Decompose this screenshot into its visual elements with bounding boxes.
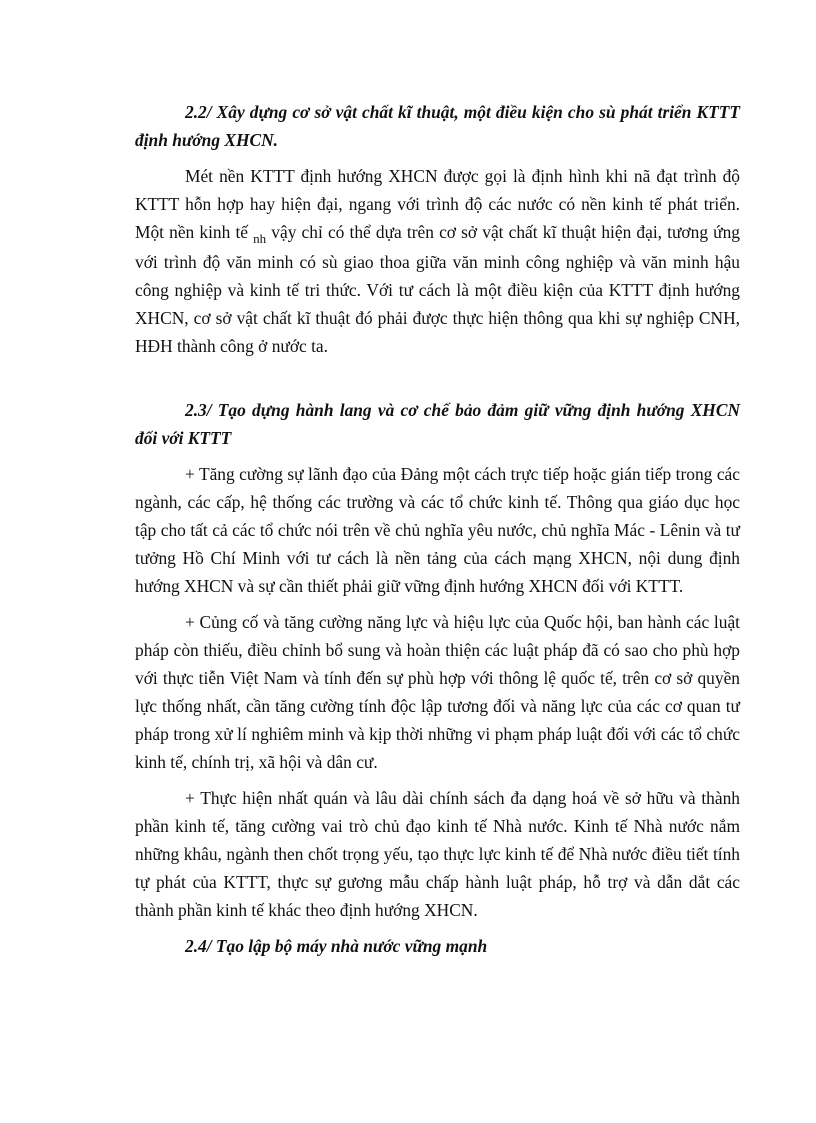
paragraph-2-2-1 bbox=[135, 162, 740, 360]
document-page bbox=[135, 98, 740, 960]
paragraph-text: vậy chỉ có thể dựa trên cơ sở vật chất kĩ thuật hiện đại, tương ứng với trình độ văn minh có sù giao thoa giữa văn minh công nghiệp và văn minh hậu công nghiệp và kinh tế tri thức. Với tư cách là một điều kiện của KTTT định hướng XHCN, cơ sở vật chất kĩ thuật đó phải được thực hiện thông qua khi sự nghiệp CNH, HĐH thành công ở nước ta. bbox=[135, 222, 740, 356]
spacer bbox=[135, 600, 740, 608]
paragraph-2-3-3: + Thực hiện nhất quán và lâu dài chính sách đa dạng hoá về sở hữu và thành phần kinh tế, tăng cường vai trò chủ đạo kinh tế Nhà nước. Kinh tế Nhà nước nắm những khâu, ngành then chốt trọng yếu, tạo thực lực kinh tế để Nhà nước điều tiết tính tự phát của KTTT, thực sự gương mẫu chấp hành luật pháp, hỗ trợ và dẫn dắt các thành phần kinh tế khác theo định hướng XHCN. bbox=[135, 788, 740, 920]
spacer bbox=[135, 360, 740, 396]
paragraph-2-3-2: + Củng cố và tăng cường năng lực và hiệu lực của Quốc hội, ban hành các luật pháp còn thiếu, điều chỉnh bổ sung và hoàn thiện các luật pháp đã có sao cho phù hợp với thực tiễn Việt Nam và tính đến sự phù hợp với thông lệ quốc tế, trên cơ sở quyền lực thống nhất, cần tăng cường tính độc lập tương đối và năng lực của các cơ quan tư pháp trong xử lí nghiêm minh và kịp thời những vi phạm pháp luật đối với các tổ chức kinh tế, chính trị, xã hội và dân cư. bbox=[135, 612, 740, 772]
paragraph-2-3-1: + Tăng cường sự lãnh đạo của Đảng một cách trực tiếp hoặc gián tiếp trong các ngành, các cấp, hệ thống các trường và các tổ chức kinh tế. Thông qua giáo dục học tập cho tất cả các tổ chức nói trên về chủ nghĩa yêu nước, chủ nghĩa Mác - Lênin và tư tưởng Hồ Chí Minh với tư cách là nền tảng của cách mạng XHCN, nội dung định hướng XHCN và sự cần thiết phải giữ vững định hướng XHCN đối với KTTT. bbox=[135, 464, 740, 596]
section-heading-2-2: 2.2/ Xây dựng cơ sở vật chất kĩ thuật, một điều kiện cho sù phát triển KTTT định hướng XHCN. bbox=[135, 102, 740, 150]
spacer bbox=[135, 924, 740, 932]
section-heading-2-4: 2.4/ Tạo lập bộ máy nhà nước vững mạnh bbox=[185, 936, 488, 956]
spacer bbox=[135, 776, 740, 784]
paragraph-text: Mét nền KTTT định hướng XHCN được gọi là định hình khi nã đạt trình độ KTTT hỗn hợp hay hiện đại, ngang với trình độ các nước có nền kinh tế phát triển. Một nền kinh tế bbox=[135, 166, 740, 242]
spacer bbox=[135, 452, 740, 460]
paragraph-subscript: nh bbox=[253, 231, 267, 246]
spacer bbox=[135, 154, 740, 162]
section-heading-2-3: 2.3/ Tạo dựng hành lang và cơ chế bảo đảm giữ vững định hướng XHCN đối với KTTT bbox=[135, 400, 740, 448]
